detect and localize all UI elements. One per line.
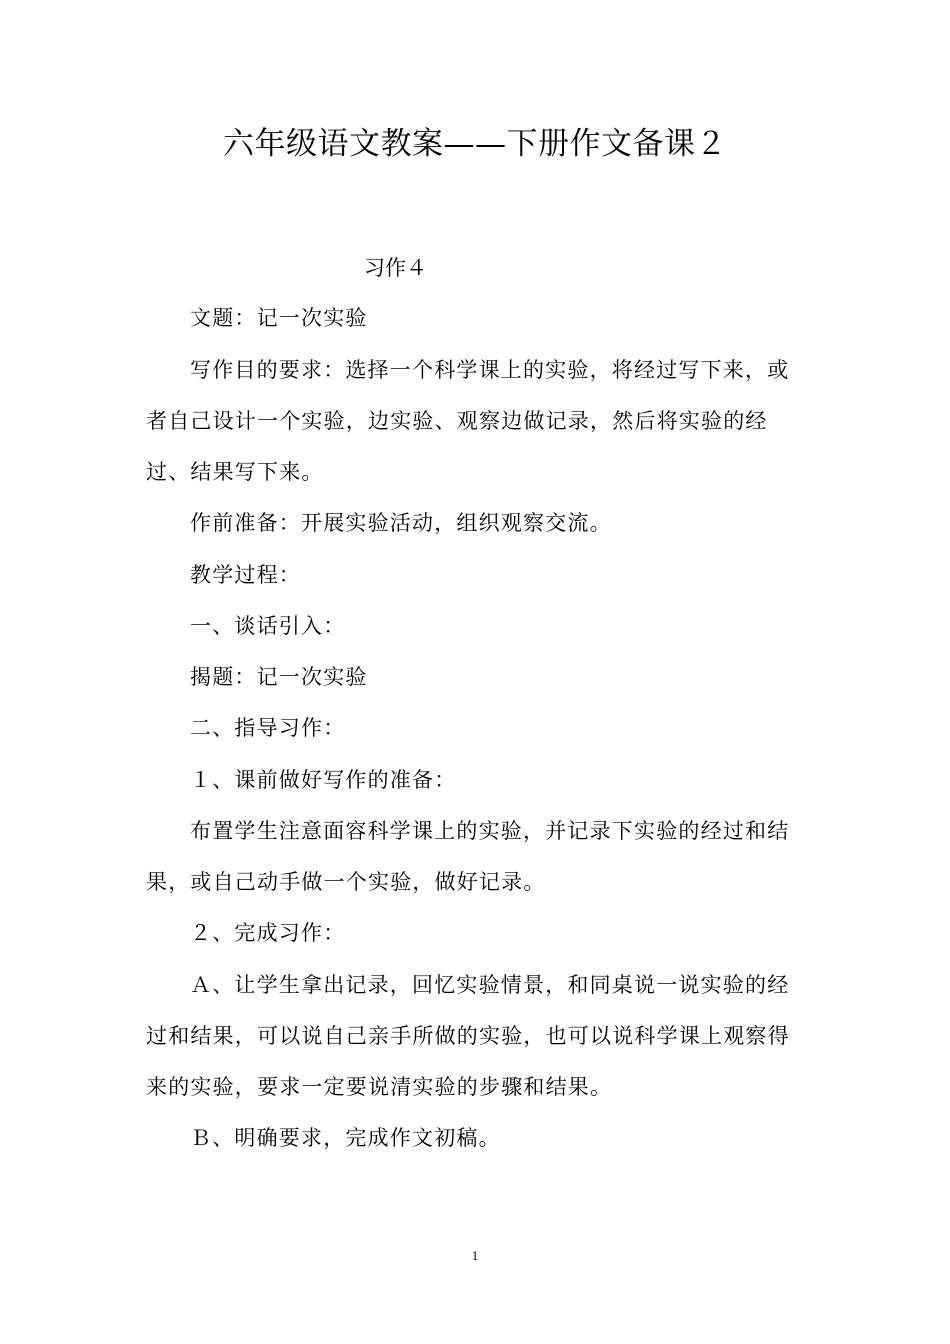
body-line: 布置学生注意面容科学课上的实验，并记录下实验的经过和结 <box>190 819 790 843</box>
section-heading: 习作４ <box>364 256 427 280</box>
body-line: Ｂ、明确要求，完成作文初稿。 <box>190 1126 501 1150</box>
body-line: 作前准备：开展实验活动，组织观察交流。 <box>190 511 612 535</box>
body-line: 来的实验，要求一定要说清实验的步骤和结果。 <box>146 1075 613 1099</box>
body-line: 二、指导习作： <box>190 716 346 740</box>
body-line: ２、完成习作： <box>190 921 346 945</box>
body-line: １、课前做好写作的准备： <box>190 768 457 792</box>
page-number: 1 <box>471 1248 479 1263</box>
body-line: 一、谈话引入： <box>190 614 346 638</box>
body-line: Ａ、让学生拿出记录，回忆实验情景，和同桌说一说实验的经 <box>190 973 790 997</box>
document-title: 六年级语文教案——下册作文备课２ <box>223 126 727 162</box>
body-line: 教学过程： <box>190 563 301 587</box>
body-line: 果，或自己动手做一个实验，做好记录。 <box>146 870 546 894</box>
body-line: 过和结果，可以说自己亲手所做的实验，也可以说科学课上观察得 <box>146 1024 790 1048</box>
body-line: 过、结果写下来。 <box>146 460 324 484</box>
body-line: 揭题：记一次实验 <box>190 665 368 689</box>
body-line: 文题：记一次实验 <box>190 306 368 330</box>
body-line: 写作目的要求：选择一个科学课上的实验，将经过写下来，或 <box>190 358 790 382</box>
body-line: 者自己设计一个实验，边实验、观察边做记录，然后将实验的经 <box>146 409 768 433</box>
